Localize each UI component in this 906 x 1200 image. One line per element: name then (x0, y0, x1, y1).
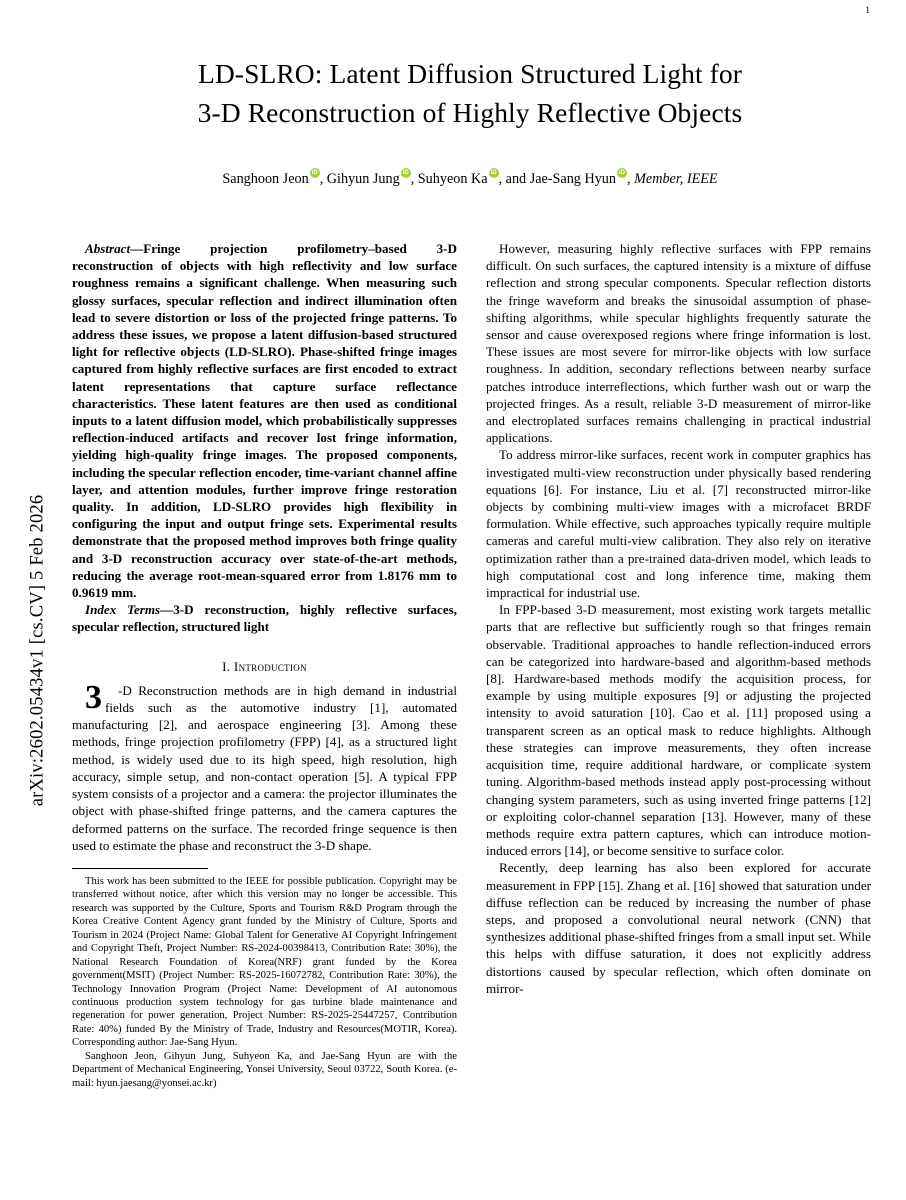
right-paragraph-4: Recently, deep learning has also been explored for accurate measurement in FPP [15]. Zhang et al. [16] showed that saturation under diffuse reflection can be reduced by increasing the number of phase steps, and proposed a convolutional neural network (CNN) that synthesizes additional phase-shifted fringes from a small input set. While this helps with diffuse saturation, it does not explicitly address distortions caused by specular reflection, which often dominate on mirror- (486, 860, 871, 996)
author-3: Suhyeon Ka (417, 171, 488, 188)
abstract-text: Fringe projection profilometry–based 3-D reconstruction of objects with high reflectivity and low surface roughness remains a significant challenge. When measuring such glossy surfaces, specular reflection and indirect illumination often lead to severe distortion or loss of the projected fringe patterns. To address these issues, we propose a latent diffusion-based structured light for reflective objects (LD-SLRO). Phase-shifted fringe images captured from highly reflective surfaces are first encoded to extract latent representations that capture surface reflectance characteristics. These latent features are then used as conditional inputs to a latent diffusion model, which probabilistically suppresses reflection-induced artifacts and recover lost fringe information, yielding high-quality fringe images. The proposed components, including the specular reflection encoder, time-variant channel affine layer, and attention modules, further improve fringe restoration quality. In addition, LD-SLRO provides high flexibility in configuring the input and output fringe sets. Experimental results demonstrate that the proposed method improves both fringe quality and 3-D reconstruction accuracy over state-of-the-art methods, reducing the average root-mean-squared error from 1.8176 mm to 0.9619 mm. (72, 241, 457, 601)
author-1: Sanghoon Jeon (222, 171, 309, 188)
index-terms-label: Index Terms (85, 602, 161, 618)
author-sep-3: , and (498, 171, 530, 188)
author-2: Gihyun Jung (326, 171, 400, 188)
footnote-affiliation: Sanghoon Jeon, Gihyun Jung, Suhyeon Ka, and Jae-Sang Hyun are with the Department of Mechanical Engineering, Yonsei University, Seoul 03722, South Korea. (e-mail: hyun.jaesang@yonsei.ac.kr) (72, 1050, 457, 1089)
arxiv-stamp: arXiv:2602.05434v1 [cs.CV] 5 Feb 2026 (27, 494, 48, 807)
page-number: 1 (865, 6, 870, 16)
index-terms-text: 3-D reconstruction, highly reflective surfaces, specular reflection, structured light (72, 602, 457, 635)
index-terms-paragraph (72, 601, 457, 635)
footnote-funding: This work has been submitted to the IEEE for possible publication. Copyright may be transferred without notice, after which this version may no longer be accessible. This research was supported by the Culture, Sports and Tourism R&D Program through the Korea Creative Content Agency grant funded by the Ministry of Culture, Sports and Tourism in 2024 (Project Name: Global Talent for Generative AI Copyright Infringement and Copyright Theft, Project Number: RS-2024-00398413, Contribution Rate: 30%), the National Research Foundation of Korea(NRF) grant funded by the Korea government(MSIT) (Project Number: RS-2025-16072782, Contribution Rate: 30%), the Technology Innovation Program (Project Name: Development of AI autonomous continuous production system technology for gas turbine blade maintenance and regeneration for power generation, Project Number: RS-2025-25447257, Contribution Rate: 40%) funded By the Ministry of Trade, Industry and Resources(MOTIR, Korea). Corresponding author: Jae-Sang Hyun. (72, 875, 457, 1049)
author-sep-1: , (319, 171, 327, 188)
author-list (72, 170, 868, 190)
right-paragraph-2: To address mirror-like surfaces, recent work in computer graphics has investigated multi-view reconstruction under physically based rendering equations [6]. For instance, Liu et al. [7] reconstructed mirror-like objects by combining multi-view images with a microfacet BRDF formulation. While effective, such approaches typically require multiple cameras and careful multi-view calibration. They also rely on iterative optimization rather than a pre-trained data-driven model, which leads to high computational cost and long inference time, making them impractical for industrial use. (486, 447, 871, 601)
title-line-1: LD-SLRO: Latent Diffusion Structured Light for (197, 58, 743, 89)
index-terms-dash: — (160, 602, 174, 618)
two-column-body (72, 240, 872, 1090)
right-paragraph-3: In FPP-based 3-D measurement, most existing work targets metallic parts that are reflective but sufficiently rough so that fringes remain observable. Traditional approaches to handle reflection-induced errors can be categorized into hardware-based and algorithm-based methods [8]. Hardware-based methods modify the acquisition process, for example by using multiple exposures [9] or adjusting the projected intensity to avoid saturation [10]. Cao et al. [11] proposed using a transparent screen as an optical mask to reduce highlights. Although these strategies can improve measurements, they often increase acquisition time, require additional hardware, or complicate system tuning. Algorithm-based methods instead apply post-processing without changing system parameters, such as using inverted fringe patterns [12] or exploiting color-channel separation [13]. However, many of these methods require extra pattern captures, which can introduce motion-induced errors [14], or become sensitive to surface color. (486, 602, 871, 859)
intro-paragraph-1 (72, 678, 457, 854)
abstract-paragraph (72, 240, 457, 601)
orcid-icon[interactable] (489, 168, 499, 178)
footnote-divider (72, 868, 208, 869)
drop-cap: 3 (85, 678, 102, 716)
paper-header (72, 40, 868, 190)
abstract-dash: — (130, 241, 144, 256)
intro-paragraph-1-text: -D Reconstruction methods are in high demand in industrial fields such as the automotive industry [1], automated manufacturing [2], and aerospace engineering [3]. Among these methods, fringe projection profilometry (FPP) [4], as a structured light method, is widely used due to its high speed, high resolution, high accuracy, simple setup, and non-contact operation [5]. A typical FPP system consists of a projector and a camera: the projector illuminates the object with phase-shifted fringe patterns, and the camera captures the deformed patterns on the surface. The recorded fringe sequence is then used to estimate the phase and reconstruct the 3-D shape. (72, 682, 457, 853)
abstract-label: Abstract (85, 241, 131, 256)
author-sep-2: , (410, 171, 418, 188)
section-heading-introduction: I. Introduction (222, 658, 307, 674)
left-column (72, 240, 457, 1090)
page-title (72, 54, 868, 132)
author-membership: Member, IEEE (634, 171, 718, 188)
author-sep-4: , (626, 171, 635, 188)
orcid-icon[interactable] (617, 168, 627, 178)
orcid-icon[interactable] (310, 168, 320, 178)
right-paragraph-1: However, measuring highly reflective surfaces with FPP remains difficult. On such surfaces, the captured intensity is a mixture of diffuse reflection and strong specular components. Specular reflection distorts the fringe waveform and breaks the sinusoidal assumption of phase-shifting algorithms, while specular highlights frequently saturate the sensor and cause overexposed regions where fringe information is lost. These issues are most severe for mirror-like objects with low surface roughness. In addition, secondary reflections between nearby surface patches introduce interreflections, which further wash out or warp the projected fringes. As a result, reliable 3-D measurement of mirror-like and electroplated surfaces remains challenging in practical industrial applications. (486, 241, 871, 446)
orcid-icon[interactable] (401, 168, 411, 178)
title-line-2: 3-D Reconstruction of Highly Reflective Objects (197, 97, 743, 129)
author-4: Jae-Sang Hyun (529, 171, 616, 188)
right-column (486, 240, 871, 1090)
